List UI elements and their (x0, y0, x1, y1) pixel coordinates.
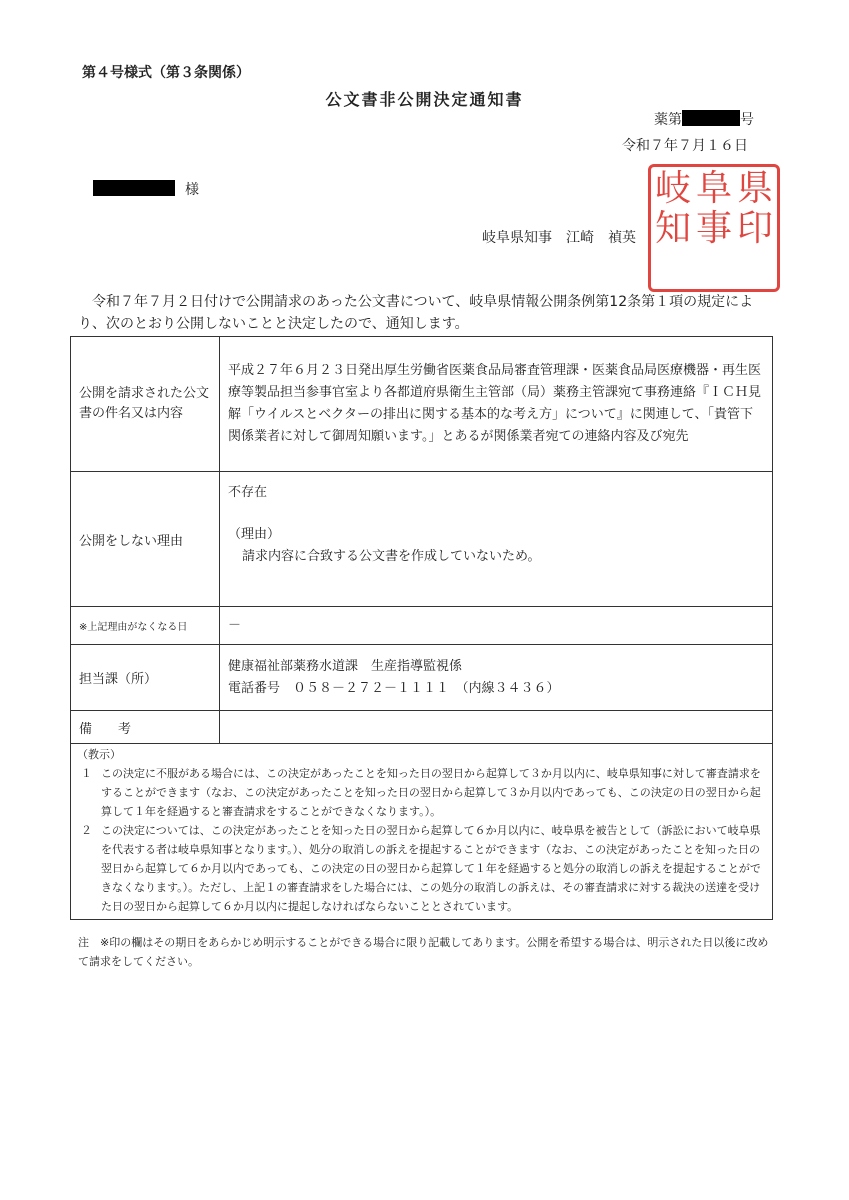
recipient-honorific: 様 (185, 182, 199, 198)
table-row (71, 337, 773, 472)
department-label: 担当課（所） (71, 645, 220, 711)
reason-head: 不存在 (228, 485, 268, 500)
document-number (654, 109, 754, 129)
recipient (93, 179, 199, 199)
requested-document-content: 平成２７年６月２３日発出厚生労働省医薬食品局審査管理課・医薬食品局医療機器・再生医療等製品担当参事官室より各都道府県衛生主管部（局）薬務主管課宛て事務連絡『ＩＣＨ見解「ウイルスとベクターの排出に関する基本的な考え方」について』に関連して、「貴管下関係業者に対して御周知願います。」とあるが関係業者宛ての連絡内容及び宛先 (220, 337, 773, 472)
footnote: 注 ※印の欄はその期日をあらかじめ明示することができる場合に限り記載してあります。公開を希望する場合は、明示された日以後に改めて請求をしてください。 (78, 936, 769, 968)
department-content (220, 645, 773, 711)
table-row (71, 645, 773, 711)
note-item (77, 764, 766, 821)
official-seal (648, 164, 780, 292)
decision-table (70, 336, 773, 744)
document-date: 令和７年７月１６日 (622, 138, 748, 154)
reason-end-date-value: － (220, 607, 773, 645)
remarks-label: 備 考 (71, 711, 220, 744)
recipient-redaction-block (93, 180, 175, 196)
seal-char: 印 (736, 208, 773, 249)
table-row (71, 711, 773, 744)
redaction-block (682, 110, 740, 126)
table-row (71, 607, 773, 645)
seal-char: 岐 (654, 168, 691, 209)
issuer: 岐阜県知事 江崎 禎英 (482, 230, 636, 246)
document-number-suffix: 号 (740, 112, 754, 128)
instruction-notes (70, 743, 773, 920)
note-text: この決定に不服がある場合には、この決定があったことを知った日の翌日から起算して３か月以内に、岐阜県知事に対して審査請求をすることができます（なお、この決定があったことを知った日の翌日から起算して３か月以内であっても、この決定の日の翌日から起算して１年を経過すると審査請求をすることができなくなります。）。 (101, 767, 761, 818)
note-number: ２ (81, 824, 92, 837)
requested-document-label: 公開を請求された公文書の件名又は内容 (71, 337, 220, 472)
seal-char: 事 (695, 208, 732, 249)
table-row (71, 472, 773, 607)
document-title: 公文書非公開決定通知書 (325, 90, 524, 109)
note-number: １ (81, 767, 92, 780)
nondisclosure-reason-label: 公開をしない理由 (71, 472, 220, 607)
intro-paragraph: 令和７年７月２日付けで公開請求のあった公文書について、岐阜県情報公開条例第12条第１項の規定により、次のとおり公開しないことと決定したので、通知します。 (78, 294, 754, 332)
seal-char: 阜 (695, 168, 732, 209)
nondisclosure-reason-content (220, 472, 773, 607)
notes-heading: （教示） (77, 748, 121, 761)
seal-char: 知 (654, 208, 691, 249)
note-text: この決定については、この決定があったことを知った日の翌日から起算して６か月以内に、岐阜県を被告として（訴訟において岐阜県を代表する者は岐阜県知事となります。）、処分の取消しの訴えを提起することができます（なお、この決定があったことを知った日の翌日から起算して６か月以内であっても、この決定の日の翌日から起算して１年を経過すると処分の取消しの訴えを提起することができなくなります。）。ただし、上記１の審査請求をした場合には、この処分の取消しの訴えは、その審査請求に対する裁決の送達を受けた日の翌日から起算して６か月以内に提起しなければならないこととされています。 (101, 824, 761, 913)
document-number-prefix: 薬第 (654, 112, 682, 128)
seal-char: 県 (736, 168, 773, 209)
remarks-content (220, 711, 773, 744)
note-item (77, 821, 766, 916)
reason-text: 請求内容に合致する公文書を作成していないため。 (242, 549, 541, 564)
department-name: 健康福祉部薬務水道課 生産指導監視係 (228, 658, 463, 674)
reason-label: （理由） (228, 527, 281, 542)
department-phone: 電話番号 ０５８－２７２－１１１１ （内線３４３６） (228, 680, 560, 696)
reason-end-date-label: ※上記理由がなくなる日 (71, 607, 220, 645)
form-id: 第４号様式（第３条関係） (82, 65, 250, 81)
